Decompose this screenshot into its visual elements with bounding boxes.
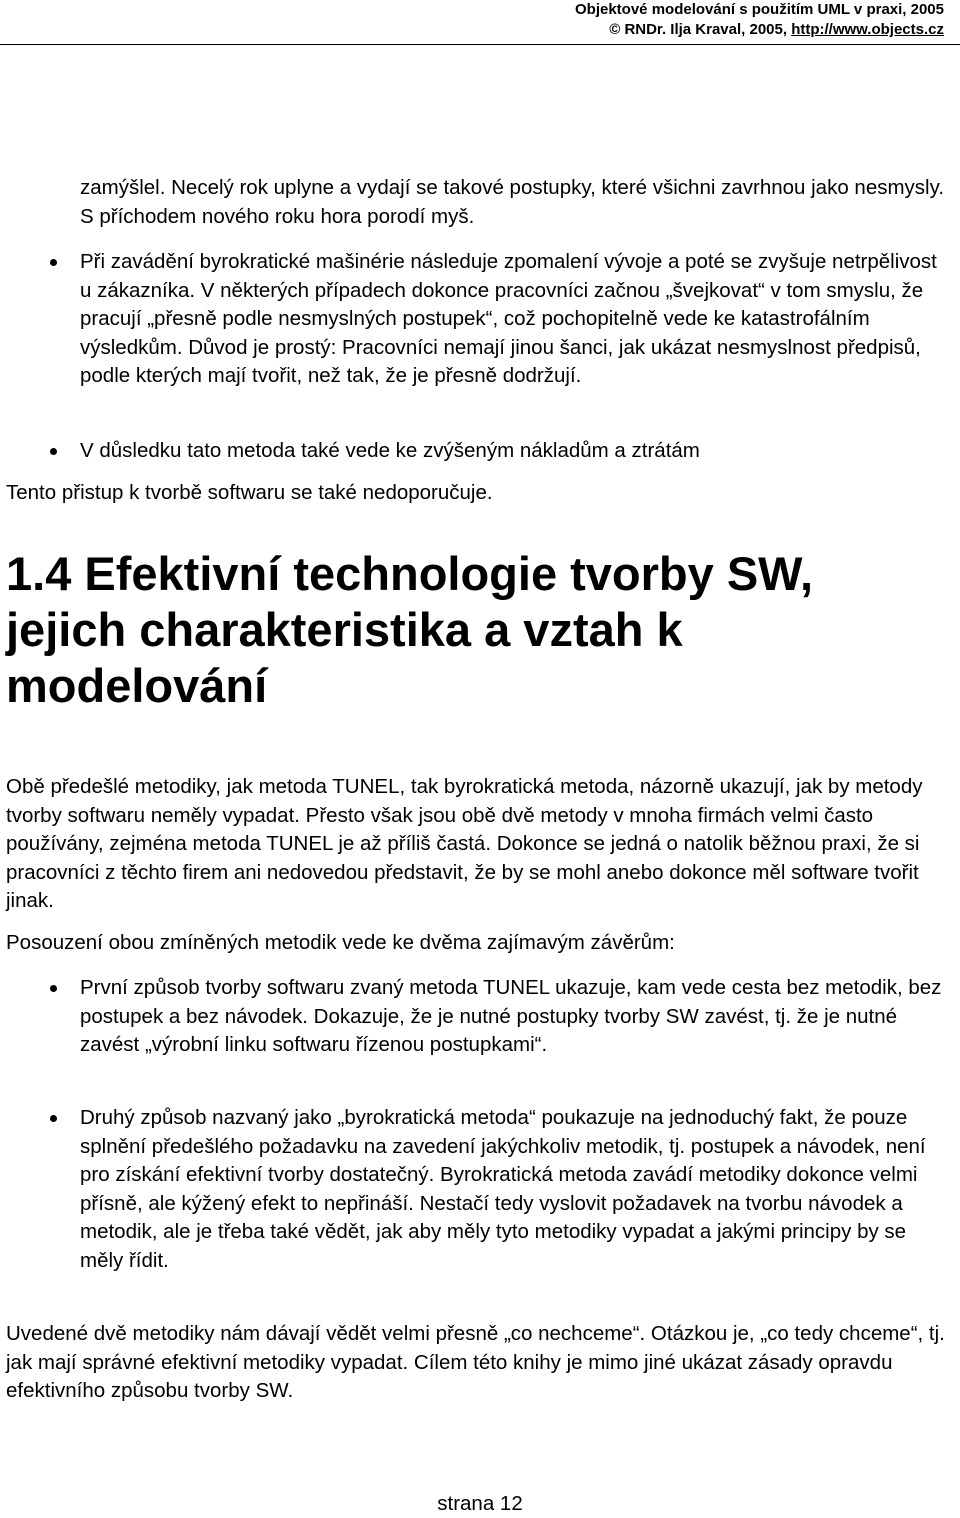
uvedene-paragraph: Uvedené dvě metodiky nám dávají vědět velmi přesně „co nechceme“. Otázkou je, „co tedy chceme“, tj. jak mají správné efektivní metodiky vypadat. Cílem této knihy je mimo jiné ukázat zásady opravdu efektivního způsobu tvorby SW. (6, 1322, 945, 1402)
list-item (6, 1104, 946, 1275)
header-link[interactable]: http://www.objects.cz (791, 21, 944, 38)
bottom-bullet-2 (6, 1104, 946, 1275)
posouzeni-paragraph: Posouzení obou zmíněných metodik vede ke dvěma zajímavým závěrům: (6, 931, 675, 954)
bullet-icon (50, 1115, 57, 1122)
list-item-text: V důsledku tato metoda také vede ke zvýšeným nákladům a ztrátám (80, 439, 700, 462)
top-bullet-list (6, 248, 946, 391)
page-number: strana 12 (437, 1492, 523, 1515)
continuation-text: zamýšlel. Necelý rok uplyne a vydají se takové postupky, které všichni zavrhnou jako nesmysly. S příchodem nového roku hora porodí myš. (80, 176, 945, 228)
list-item (6, 248, 946, 391)
bullet-icon (50, 985, 57, 992)
bullet-icon (50, 259, 57, 266)
continuation-block (6, 174, 946, 231)
tento-paragraph-block (6, 479, 946, 508)
list-item-text: Druhý způsob nazvaný jako „byrokratická metoda“ poukazuje na jednoduchý fakt, že pouze splnění předešlého požadavku na zavedení jakýchkoliv metodik, tj. postupek a návodek, není pro získání efektivní tvorby dostatečný. Byrokratická metoda zavádí metodiky dokonce velmi přísně, ale kýžený efekt to nepřináší. Nestačí tedy vyslovit požadavek na tvorbu návodek a metodik, ale je třeba také vědět, jak aby měly tyto metodiky vypadat a jakými principy by se měly řídit. (80, 1106, 926, 1272)
page-header (575, 0, 944, 40)
header-copyright (575, 20, 944, 40)
obe-paragraph-block (6, 773, 946, 916)
obe-paragraph: Obě předešlé metodiky, jak metoda TUNEL, tak byrokratická metoda, názorně ukazují, jak by metody tvorby softwaru neměly vypadat. Přesto však jsou obě dvě metody v mnoha firmách velmi často používány, zejména metoda TUNEL je až příliš častá. Dokonce se jedná o natolik běžnou praxi, že si pracovníci z těchto firem ani nedovedou představit, že by se mohl anebo dokonce měl software tvořit jinak. (6, 775, 923, 912)
list-item-text: První způsob tvorby softwaru zvaný metoda TUNEL ukazuje, kam vede cesta bez metodik, bez postupek a bez návodek. Dokazuje, že je nutné postupky tvorby SW zavést, tj. že je nutné zavést „výrobní linku softwaru řízenou postupkami“. (80, 976, 942, 1056)
bullet-icon (50, 448, 57, 455)
section-heading: 1.4 Efektivní technologie tvorby SW, jejich charakteristika a vztah k modelování (6, 547, 814, 712)
tento-paragraph: Tento přistup k tvorbě softwaru se také nedoporučuje. (6, 481, 493, 504)
posouzeni-paragraph-block (6, 929, 946, 958)
uvedene-paragraph-block (6, 1320, 946, 1406)
list-item (6, 974, 946, 1060)
header-title: Objektové modelování s použitím UML v praxi, 2005 (575, 1, 944, 18)
list-item-text: Při zavádění byrokratické mašinérie následuje zpomalení vývoje a poté se zvyšuje netrpělivost u zákazníka. V některých případech dokonce pracovníci začnou „švejkovat“ v tom smyslu, že pracují „přesně podle nesmyslných postupek“, což pochopitelně vede ke katastrofálním výsledkům. Důvod je prostý: Pracovníci nemají jinou šanci, jak ukázat nesmyslnost předpisů, podle kterých mají tvořit, než tak, že je přesně dodržují. (80, 250, 937, 387)
header-copyright-text: © RNDr. Ilja Kraval, 2005, (609, 21, 792, 38)
list-item (6, 437, 946, 466)
header-divider (0, 44, 960, 45)
bottom-bullet-1 (6, 974, 946, 1060)
top-bullet-list-2 (6, 437, 946, 466)
